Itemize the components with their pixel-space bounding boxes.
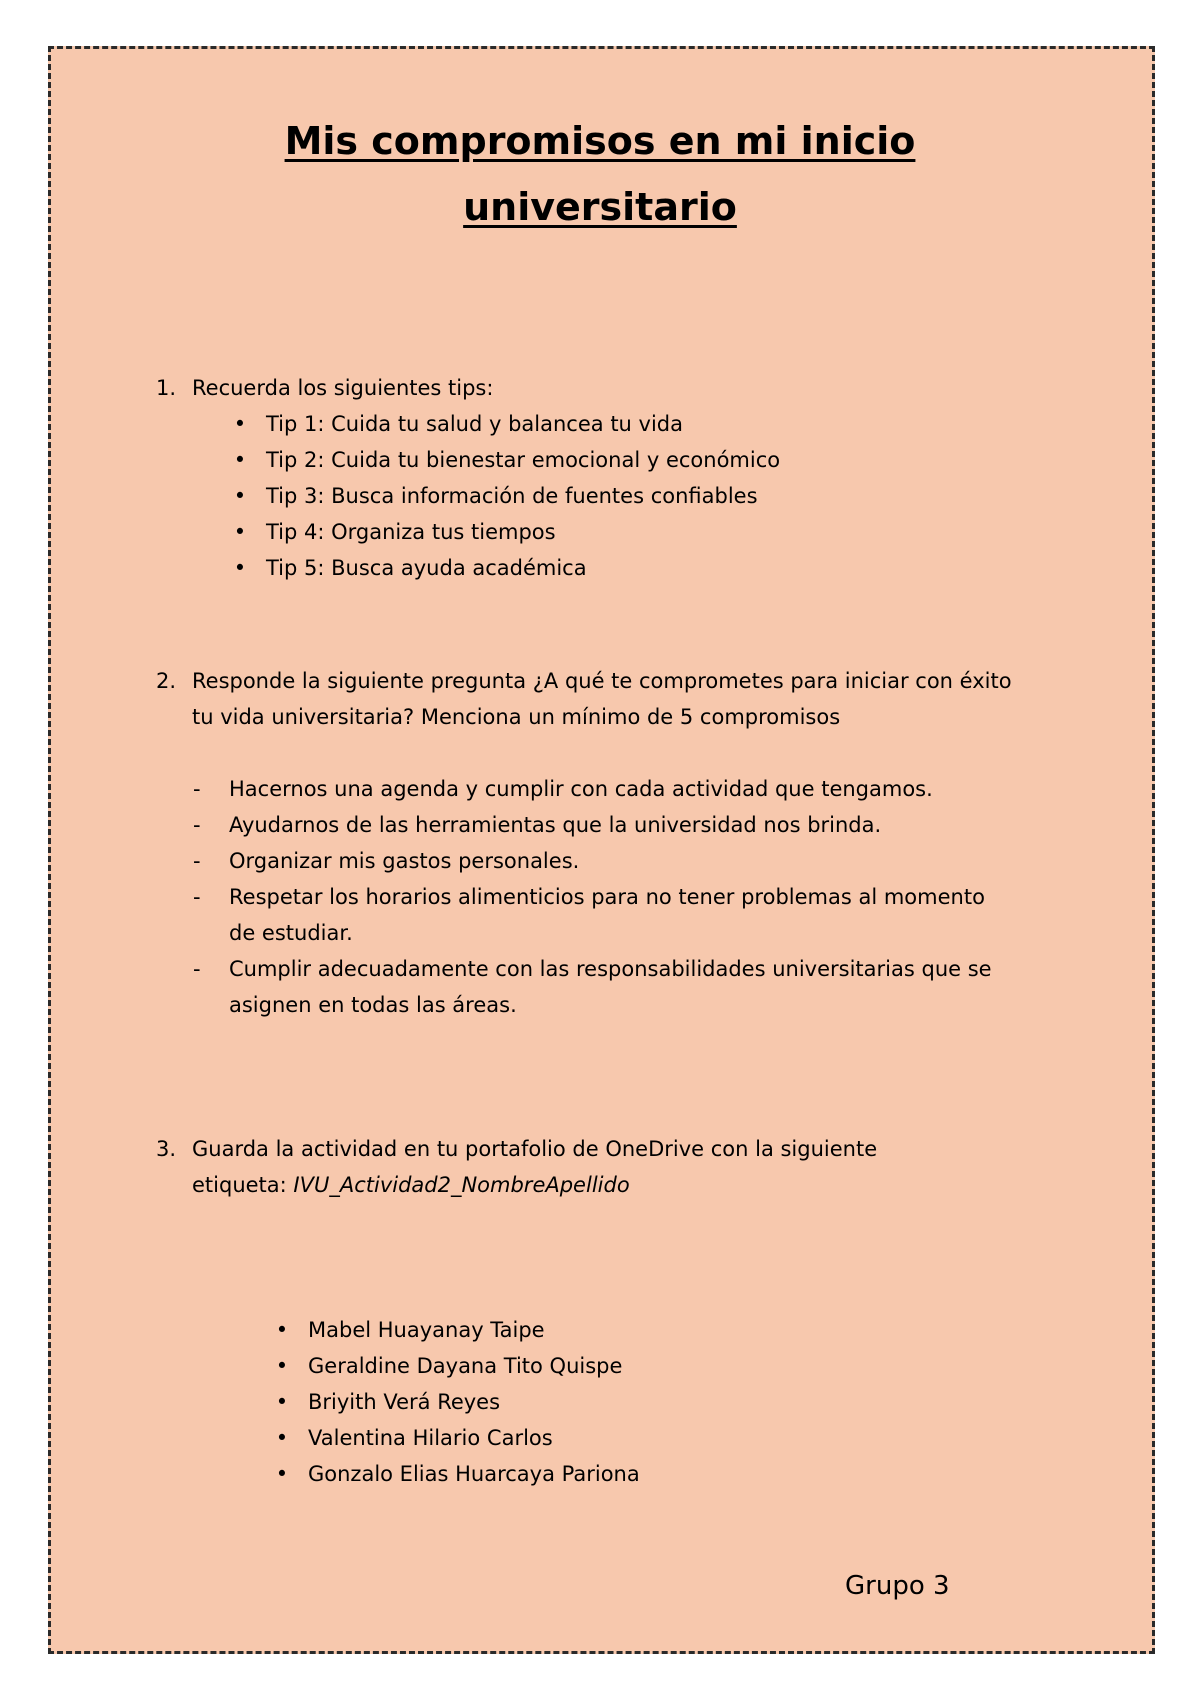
- list-item: [230, 478, 780, 514]
- commitment-text: Organizar mis gastos personales.: [229, 849, 580, 873]
- members-list: [272, 1312, 640, 1492]
- title-line-2: universitario: [463, 185, 737, 229]
- section-3-text: Guarda la actividad en tu portafolio de OneDrive con la siguiente etiqueta:: [192, 1137, 878, 1197]
- bullet-icon: •: [233, 556, 247, 580]
- bullet-icon: •: [275, 1318, 289, 1342]
- section-2-text: Responde la siguiente pregunta ¿A qué te comprometes para iniciar con éxito tu vida universitaria? Menciona un mínimo de 5 compromisos: [192, 669, 1012, 729]
- commitment-text: Respetar los horarios alimenticios para no tener problemas al momento de estudiar.: [229, 885, 985, 945]
- dash-icon: -: [193, 849, 201, 873]
- group-label: Grupo 3: [845, 1571, 950, 1601]
- dash-icon: -: [193, 777, 201, 801]
- section-3-body: [192, 1131, 956, 1203]
- bullet-icon: •: [275, 1426, 289, 1450]
- section-1-number: 1.: [156, 376, 177, 400]
- list-item: [230, 406, 780, 442]
- bullet-icon: •: [275, 1390, 289, 1414]
- tip-text: Tip 4: Organiza tus tiempos: [266, 520, 556, 544]
- list-item: [230, 442, 780, 478]
- member-name: Mabel Huayanay Taipe: [308, 1318, 545, 1342]
- section-2: [156, 663, 1036, 735]
- commitment-text: Ayudarnos de las herramientas que la universidad nos brinda.: [229, 813, 882, 837]
- list-item: [272, 1456, 640, 1492]
- member-name: Geraldine Dayana Tito Quispe: [308, 1354, 623, 1378]
- section-1: [156, 370, 1036, 406]
- section-2-number: 2.: [156, 669, 177, 693]
- tip-text: Tip 3: Busca información de fuentes confiables: [266, 484, 758, 508]
- bullet-icon: •: [275, 1462, 289, 1486]
- member-name: Briyith Verá Reyes: [308, 1390, 501, 1414]
- list-item: [193, 807, 1003, 843]
- list-item: [230, 550, 780, 586]
- list-item: [193, 951, 1003, 1023]
- page-title: [0, 108, 1200, 240]
- list-item: [193, 843, 1003, 879]
- list-item: [230, 514, 780, 550]
- bullet-icon: •: [275, 1354, 289, 1378]
- commitments-list: [193, 771, 1003, 1023]
- tip-text: Tip 5: Busca ayuda académica: [266, 556, 587, 580]
- list-item: [193, 771, 1003, 807]
- bullet-icon: •: [233, 484, 247, 508]
- tip-text: Tip 1: Cuida tu salud y balancea tu vida: [266, 412, 683, 436]
- list-item: [272, 1420, 640, 1456]
- section-3: [156, 1131, 956, 1203]
- bullet-icon: •: [233, 412, 247, 436]
- dash-icon: -: [193, 885, 201, 909]
- member-name: Valentina Hilario Carlos: [308, 1426, 553, 1450]
- section-1-text: Recuerda los siguientes tips:: [192, 376, 494, 400]
- tips-list: [230, 406, 780, 586]
- commitment-text: Cumplir adecuadamente con las responsabilidades universitarias que se asignen en todas las áreas.: [229, 957, 992, 1017]
- bullet-icon: •: [233, 520, 247, 544]
- dash-icon: -: [193, 957, 201, 981]
- list-item: [193, 879, 1003, 951]
- list-item: [272, 1384, 640, 1420]
- list-item: [272, 1312, 640, 1348]
- title-line-1: Mis compromisos en mi inicio: [284, 119, 916, 163]
- dash-icon: -: [193, 813, 201, 837]
- commitment-text: Hacernos una agenda y cumplir con cada actividad que tengamos.: [229, 777, 933, 801]
- list-item: [272, 1348, 640, 1384]
- activity-label: IVU_Actividad2_NombreApellido: [293, 1173, 630, 1197]
- section-3-number: 3.: [156, 1137, 177, 1161]
- bullet-icon: •: [233, 448, 247, 472]
- member-name: Gonzalo Elias Huarcaya Pariona: [308, 1462, 640, 1486]
- tip-text: Tip 2: Cuida tu bienestar emocional y económico: [266, 448, 781, 472]
